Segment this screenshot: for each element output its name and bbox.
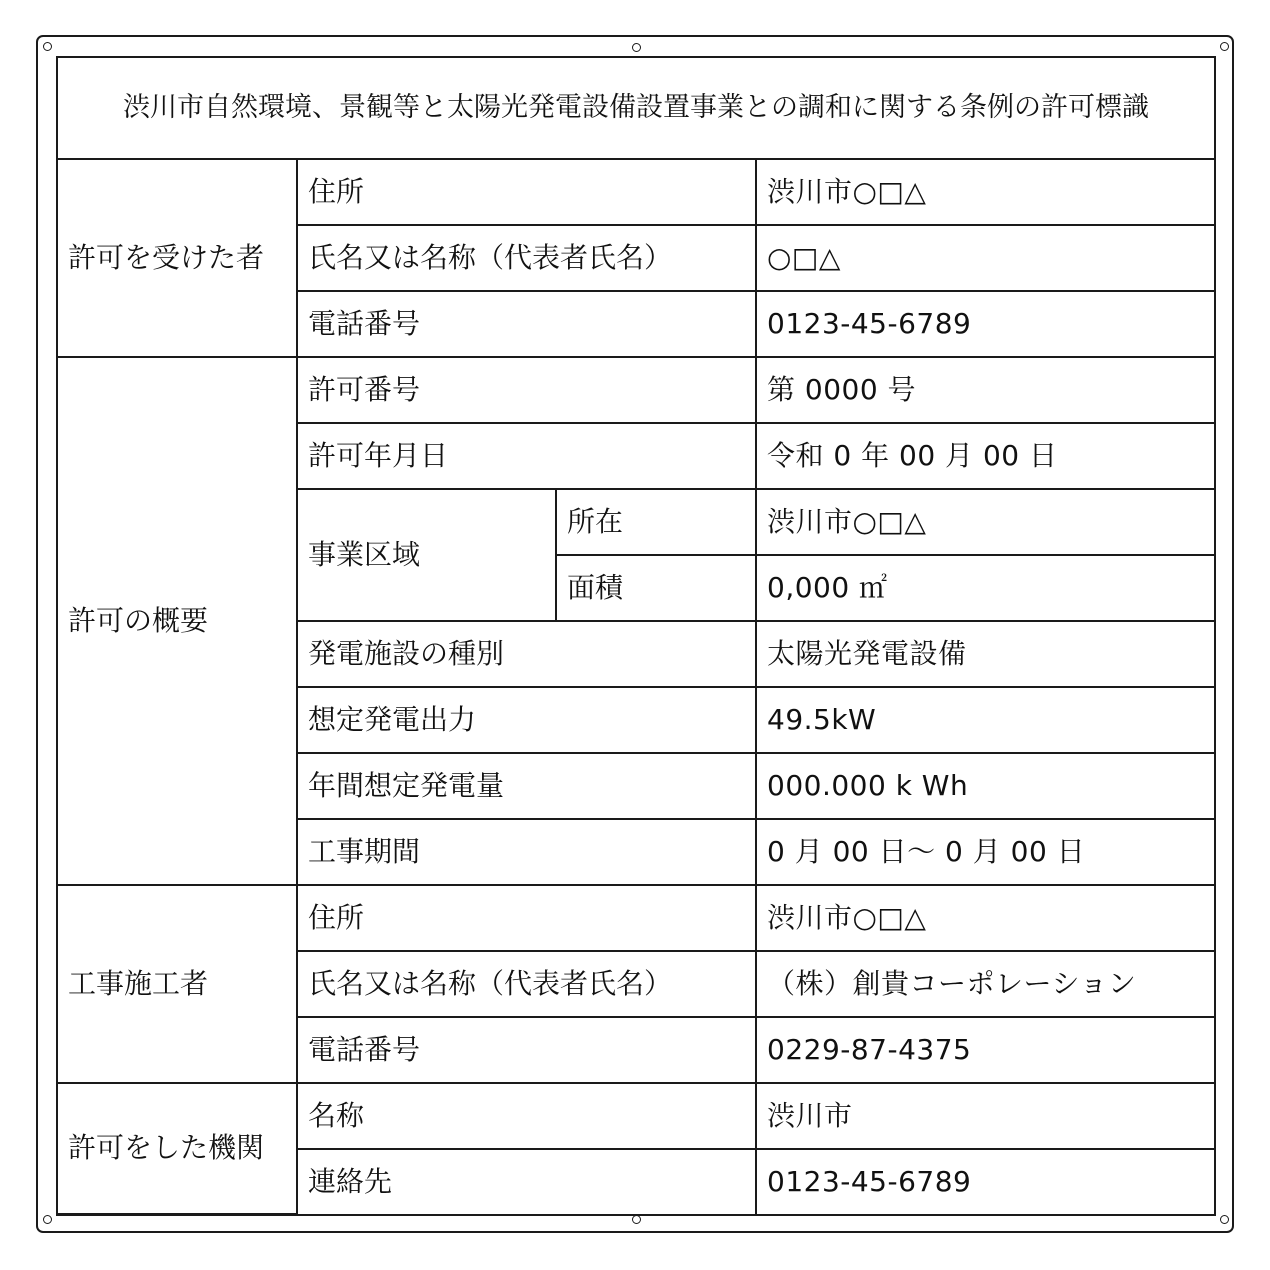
sign-title: 渋川市自然環境、景観等と太陽光発電設備設置事業との調和に関する条例の許可標識 bbox=[58, 58, 1214, 159]
authority-name-label: 名称 bbox=[297, 1083, 756, 1149]
business-area-label: 事業区域 bbox=[297, 489, 556, 621]
category-authority: 許可をした機関 bbox=[58, 1083, 297, 1214]
mounting-hole-top-right bbox=[1220, 42, 1229, 51]
mounting-hole-bottom-right bbox=[1220, 1215, 1229, 1224]
category-contractor: 工事施工者 bbox=[58, 885, 297, 1083]
mounting-hole-top-left bbox=[43, 42, 52, 51]
facility-type-value: 太陽光発電設備 bbox=[756, 621, 1214, 687]
mounting-hole-top-center bbox=[632, 43, 641, 52]
sign-table-frame bbox=[56, 56, 1216, 1216]
permittee-name-value: ○□△ bbox=[756, 225, 1214, 291]
expected-output-value: 49.5kW bbox=[756, 687, 1214, 753]
authority-name-value: 渋川市 bbox=[756, 1083, 1214, 1149]
contractor-name-value: （株）創貴コーポレーション bbox=[756, 951, 1214, 1017]
mounting-hole-bottom-center bbox=[632, 1215, 641, 1224]
contractor-phone-label: 電話番号 bbox=[297, 1017, 756, 1083]
category-permittee: 許可を受けた者 bbox=[58, 159, 297, 357]
location-label: 所在 bbox=[556, 489, 756, 555]
area-size-label: 面積 bbox=[556, 555, 756, 621]
mounting-hole-bottom-left bbox=[43, 1215, 52, 1224]
permit-number-value: 第 0000 号 bbox=[756, 357, 1214, 423]
permit-date-label: 許可年月日 bbox=[297, 423, 756, 489]
contractor-address-value: 渋川市○□△ bbox=[756, 885, 1214, 951]
contractor-phone-value: 0229-87-4375 bbox=[756, 1017, 1214, 1083]
permittee-phone-label: 電話番号 bbox=[297, 291, 756, 357]
facility-type-label: 発電施設の種別 bbox=[297, 621, 756, 687]
construction-period-value: 0 月 00 日～ 0 月 00 日 bbox=[756, 819, 1214, 885]
construction-period-label: 工事期間 bbox=[297, 819, 756, 885]
permittee-address-value: 渋川市○□△ bbox=[756, 159, 1214, 225]
permittee-phone-value: 0123-45-6789 bbox=[756, 291, 1214, 357]
area-size-value: 0,000 ㎡ bbox=[756, 555, 1214, 621]
permit-number-label: 許可番号 bbox=[297, 357, 756, 423]
permit-table bbox=[58, 58, 1214, 1215]
location-value: 渋川市○□△ bbox=[756, 489, 1214, 555]
permit-date-value: 令和 0 年 00 月 00 日 bbox=[756, 423, 1214, 489]
permittee-address-label: 住所 bbox=[297, 159, 756, 225]
annual-generation-value: 000.000 k Wh bbox=[756, 753, 1214, 819]
authority-contact-label: 連絡先 bbox=[297, 1149, 756, 1214]
authority-contact-value: 0123-45-6789 bbox=[756, 1149, 1214, 1214]
contractor-address-label: 住所 bbox=[297, 885, 756, 951]
category-overview: 許可の概要 bbox=[58, 357, 297, 885]
annual-generation-label: 年間想定発電量 bbox=[297, 753, 756, 819]
expected-output-label: 想定発電出力 bbox=[297, 687, 756, 753]
permittee-name-label: 氏名又は名称（代表者氏名） bbox=[297, 225, 756, 291]
contractor-name-label: 氏名又は名称（代表者氏名） bbox=[297, 951, 756, 1017]
